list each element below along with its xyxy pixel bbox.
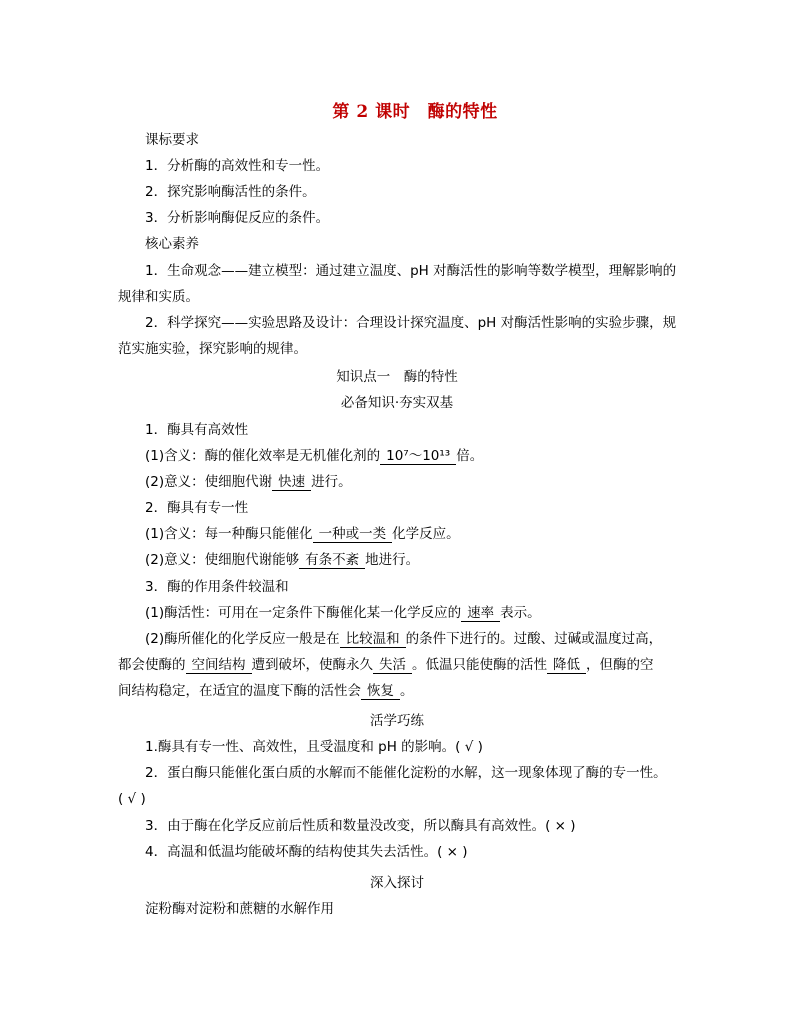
- k3-heading: 3．酶的作用条件较温和: [145, 579, 289, 595]
- practice-q4: 4．高温和低温均能破坏酶的结构使其失去活性。( × ): [145, 844, 468, 860]
- hexin-p2-line1: 2．科学探究——实验思路及设计：合理设计探究温度、pH 对酶活性影响的实验步骤，规: [145, 315, 677, 331]
- kebiao-heading: 课标要求: [145, 132, 199, 148]
- answer-blank: 比较温和: [340, 631, 406, 648]
- k3-conditions-line2: 都会使酶的 空间结构 遭到破坏，使酶永久 失活 。低温只能使酶的活性 降低 ，但酶的空: [118, 657, 654, 673]
- section1-subheading: 必备知识·夯实双基: [340, 395, 454, 411]
- practice-q2-line2: ( √ ): [118, 791, 146, 807]
- practice-heading: 活学巧练: [370, 713, 424, 729]
- k1-heading: 1．酶具有高效性: [145, 422, 249, 438]
- k2-significance: (2)意义：使细胞代谢能够 有条不紊 地进行。: [145, 552, 420, 568]
- hexin-p1-line2: 规律和实质。: [118, 289, 199, 305]
- answer-blank: 空间结构: [186, 657, 252, 674]
- k2-heading: 2．酶具有专一性: [145, 500, 249, 516]
- answer-blank: 快速: [272, 474, 311, 491]
- explore-heading: 深入探讨: [370, 875, 424, 891]
- k3-activity: (1)酶活性：可用在一定条件下酶催化某一化学反应的 速率 表示。: [145, 605, 541, 621]
- answer-blank: 失活: [373, 657, 412, 674]
- practice-q2-line1: 2．蛋白酶只能催化蛋白质的水解而不能催化淀粉的水解，这一现象体现了酶的专一性。: [145, 765, 667, 781]
- answer-blank: 有条不紊: [299, 552, 365, 569]
- k2-definition: (1)含义：每一种酶只能催化 一种或一类 化学反应。: [145, 526, 460, 542]
- answer-blank: 一种或一类: [313, 526, 393, 543]
- k3-conditions-line3: 间结构稳定，在适宜的温度下酶的活性会 恢复 。: [118, 683, 414, 699]
- section1-heading: 知识点一 酶的特性: [336, 369, 458, 385]
- hexin-p1-line1: 1．生命观念——建立模型：通过建立温度、pH 对酶活性的影响等数学模型，理解影响的: [145, 263, 677, 279]
- answer-blank: 降低: [547, 657, 586, 674]
- k1-significance: (2)意义：使细胞代谢 快速 进行。: [145, 474, 352, 490]
- answer-blank: 恢复: [361, 683, 400, 700]
- page-title: 第 2 课时 酶的特性: [332, 102, 498, 122]
- answer-blank: 10⁷～10¹³: [380, 448, 456, 465]
- hexin-p2-line2: 范实施实验，探究影响的规律。: [118, 341, 307, 357]
- explore-topic: 淀粉酶对淀粉和蔗糖的水解作用: [145, 901, 334, 917]
- k3-conditions-line1: (2)酶所催化的化学反应一般是在 比较温和 的条件下进行的。过酸、过碱或温度过高，: [145, 631, 663, 647]
- kebiao-item-3: 3．分析影响酶促反应的条件。: [145, 210, 330, 226]
- answer-blank: 速率: [461, 605, 500, 622]
- hexin-heading: 核心素养: [145, 236, 199, 252]
- kebiao-item-2: 2．探究影响酶活性的条件。: [145, 184, 316, 200]
- kebiao-item-1: 1．分析酶的高效性和专一性。: [145, 158, 330, 174]
- practice-q1: 1.酶具有专一性、高效性，且受温度和 pH 的影响。( √ ): [145, 739, 483, 755]
- k1-definition: (1)含义：酶的催化效率是无机催化剂的 10⁷～10¹³ 倍。: [145, 448, 484, 464]
- practice-q3: 3．由于酶在化学反应前后性质和数量没改变，所以酶具有高效性。( × ): [145, 818, 576, 834]
